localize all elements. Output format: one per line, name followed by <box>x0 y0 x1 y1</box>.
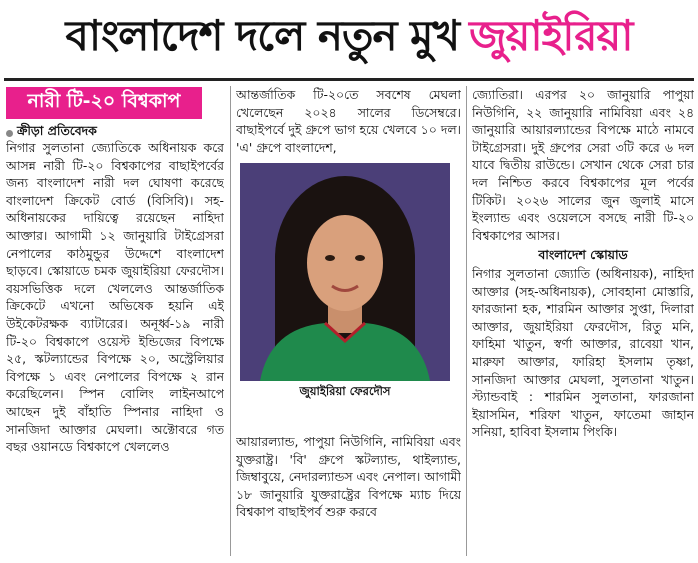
article-column-2-bottom <box>236 433 461 559</box>
column-divider <box>230 86 231 556</box>
portrait-image <box>240 163 450 381</box>
column-2-top-text: আন্তর্জাতিক টি-২০তে সবশেষ মেঘলা খেলেছেন ২০২৪ সালের ডিসেম্বরে। বাছাইপর্বে দুই গ্রুপে ভাগ হয়ে খেলবে ১০ দল। 'এ' গ্রুপে বাংলাদেশ, <box>236 87 461 155</box>
headline-rule <box>4 78 694 81</box>
headline-main: বাংলাদেশ দলে নতুন মুখ <box>65 10 460 60</box>
headline-highlight: জুয়াইরিয়া <box>469 10 633 60</box>
photo-caption: জুয়াইরিয়া ফেরদৌস <box>299 384 391 398</box>
article-column-1 <box>6 139 224 559</box>
column-2-bottom-text: আয়ারল্যান্ড, পাপুয়া নিউগিনি, নামিবিয়া এবং যুক্তরাষ্ট্র। 'বি' গ্রুপে স্কটল্যান্ড, থাইল্যান্ড, জিম্বাবুয়ে, নেদারল্যান্ডস এবং নেপাল। আগামী ১৮ জানুয়ারি যুক্তরাষ্ট্রের বিপক্ষে ম্যাচ দিয়ে বিশ্বকাপ বাছাইপর্ব শুরু করবে <box>236 434 461 520</box>
article-column-3 <box>472 86 694 558</box>
article-column-2-top <box>236 86 461 160</box>
column-divider <box>466 86 467 556</box>
squad-heading: বাংলাদেশ স্কোয়াড <box>538 247 628 263</box>
byline-text: ক্রীড়া প্রতিবেদক <box>17 123 97 138</box>
section-tag: নারী টি-২০ বিশ্বকাপ <box>6 87 202 119</box>
bullet-icon <box>6 130 13 137</box>
player-photo <box>240 163 450 381</box>
squad-list: নিগার সুলতানা জ্যোতি (অধিনায়ক), নাহিদা আক্তার (সহ-অধিনায়ক), সোবহানা মোস্তারি, ফারজানা হক, শারমিন আক্তার সুপ্তা, দিলারা আক্তার, জুয়াইরিয়া ফেরদৌস, রিতু মনি, ফাহিমা খাতুন, স্বর্ণা আক্তার, রাবেয়া খান, মারুফা আক্তার, ফারিহা ইসলাম তৃষ্ণা, সানজিদা আক্তার মেঘলা, সুলতানা খাতুন। স্ট্যান্ডবাই : শারমিন সুলতানা, ফারজানা ইয়াসমিন, শরিফা খাতুন, ফাতেমা জাহান সনিয়া, হাবিবা ইসলাম পিংকি। <box>472 265 694 440</box>
column-1-text: নিগার সুলতানা জ্যোতিকে অধিনায়ক করে আসন্ন নারী টি-২০ বিশ্বকাপের বাছাইপর্বের জন্য বাংলাদেশ নারী দল ঘোষণা করেছে বাংলাদেশ ক্রিকেট বোর্ড (বিসিবি)। সহ-অধিনায়কের দায়িত্বে রয়েছেন নাহিদা আক্তার। আগামী ১২ জানুয়ারি টাইগ্রেসরা নেপালের কাঠমুন্ডুর উদ্দেশে বাংলাদেশ ছাড়বে। স্কোয়াডে চমক জুয়াইরিয়া ফেরদৌস। বয়সভিত্তিক দলে খেললেও আন্তর্জাতিক ক্রিকেটে এখনো অভিষেক হয়নি এই উইকেটরক্ষক ব্যাটারের। অনূর্ধ্ব-১৯ নারী টি-২০ বিশ্বকাপে ওয়েস্ট ইন্ডিজের বিপক্ষে ২৫, স্কটল্যান্ডের বিপক্ষে ২০, অস্ট্রেলিয়ার বিপক্ষে ১ এবং নেপালের বিপক্ষে ২ রান করেছিলেন। স্পিন বোলিং লাইনআপে আছেন দুই বাঁহাতি স্পিনার নাহিদা ও সানজিদা আক্তার মেঘলা। অক্টোবরে গত বছর ওয়ানডে বিশ্বকাপে খেললেও <box>6 140 224 455</box>
headline <box>0 0 698 76</box>
column-3-text: জ্যোতিরা। এরপর ২০ জানুয়ারি পাপুয়া নিউগিনি, ২২ জানুয়ারি নামিবিয়া এবং ২৪ জানুয়ারি আয়ারল্যান্ডের বিপক্ষে মাঠে নামবে টাইগ্রেসরা। দুই গ্রুপের সেরা ৩টি করে ৬ দল যাবে দ্বিতীয় রাউন্ডে। সেখান থেকে সেরা চার দল নিশ্চিত করবে বিশ্বকাপের মূল পর্বের টিকিট। ২০২৬ সালের জুন জুলাই মাসে ইংল্যান্ড এবং ওয়েলসে বসছে নারী টি-২০ বিশ্বকাপের আসর। <box>472 87 694 243</box>
